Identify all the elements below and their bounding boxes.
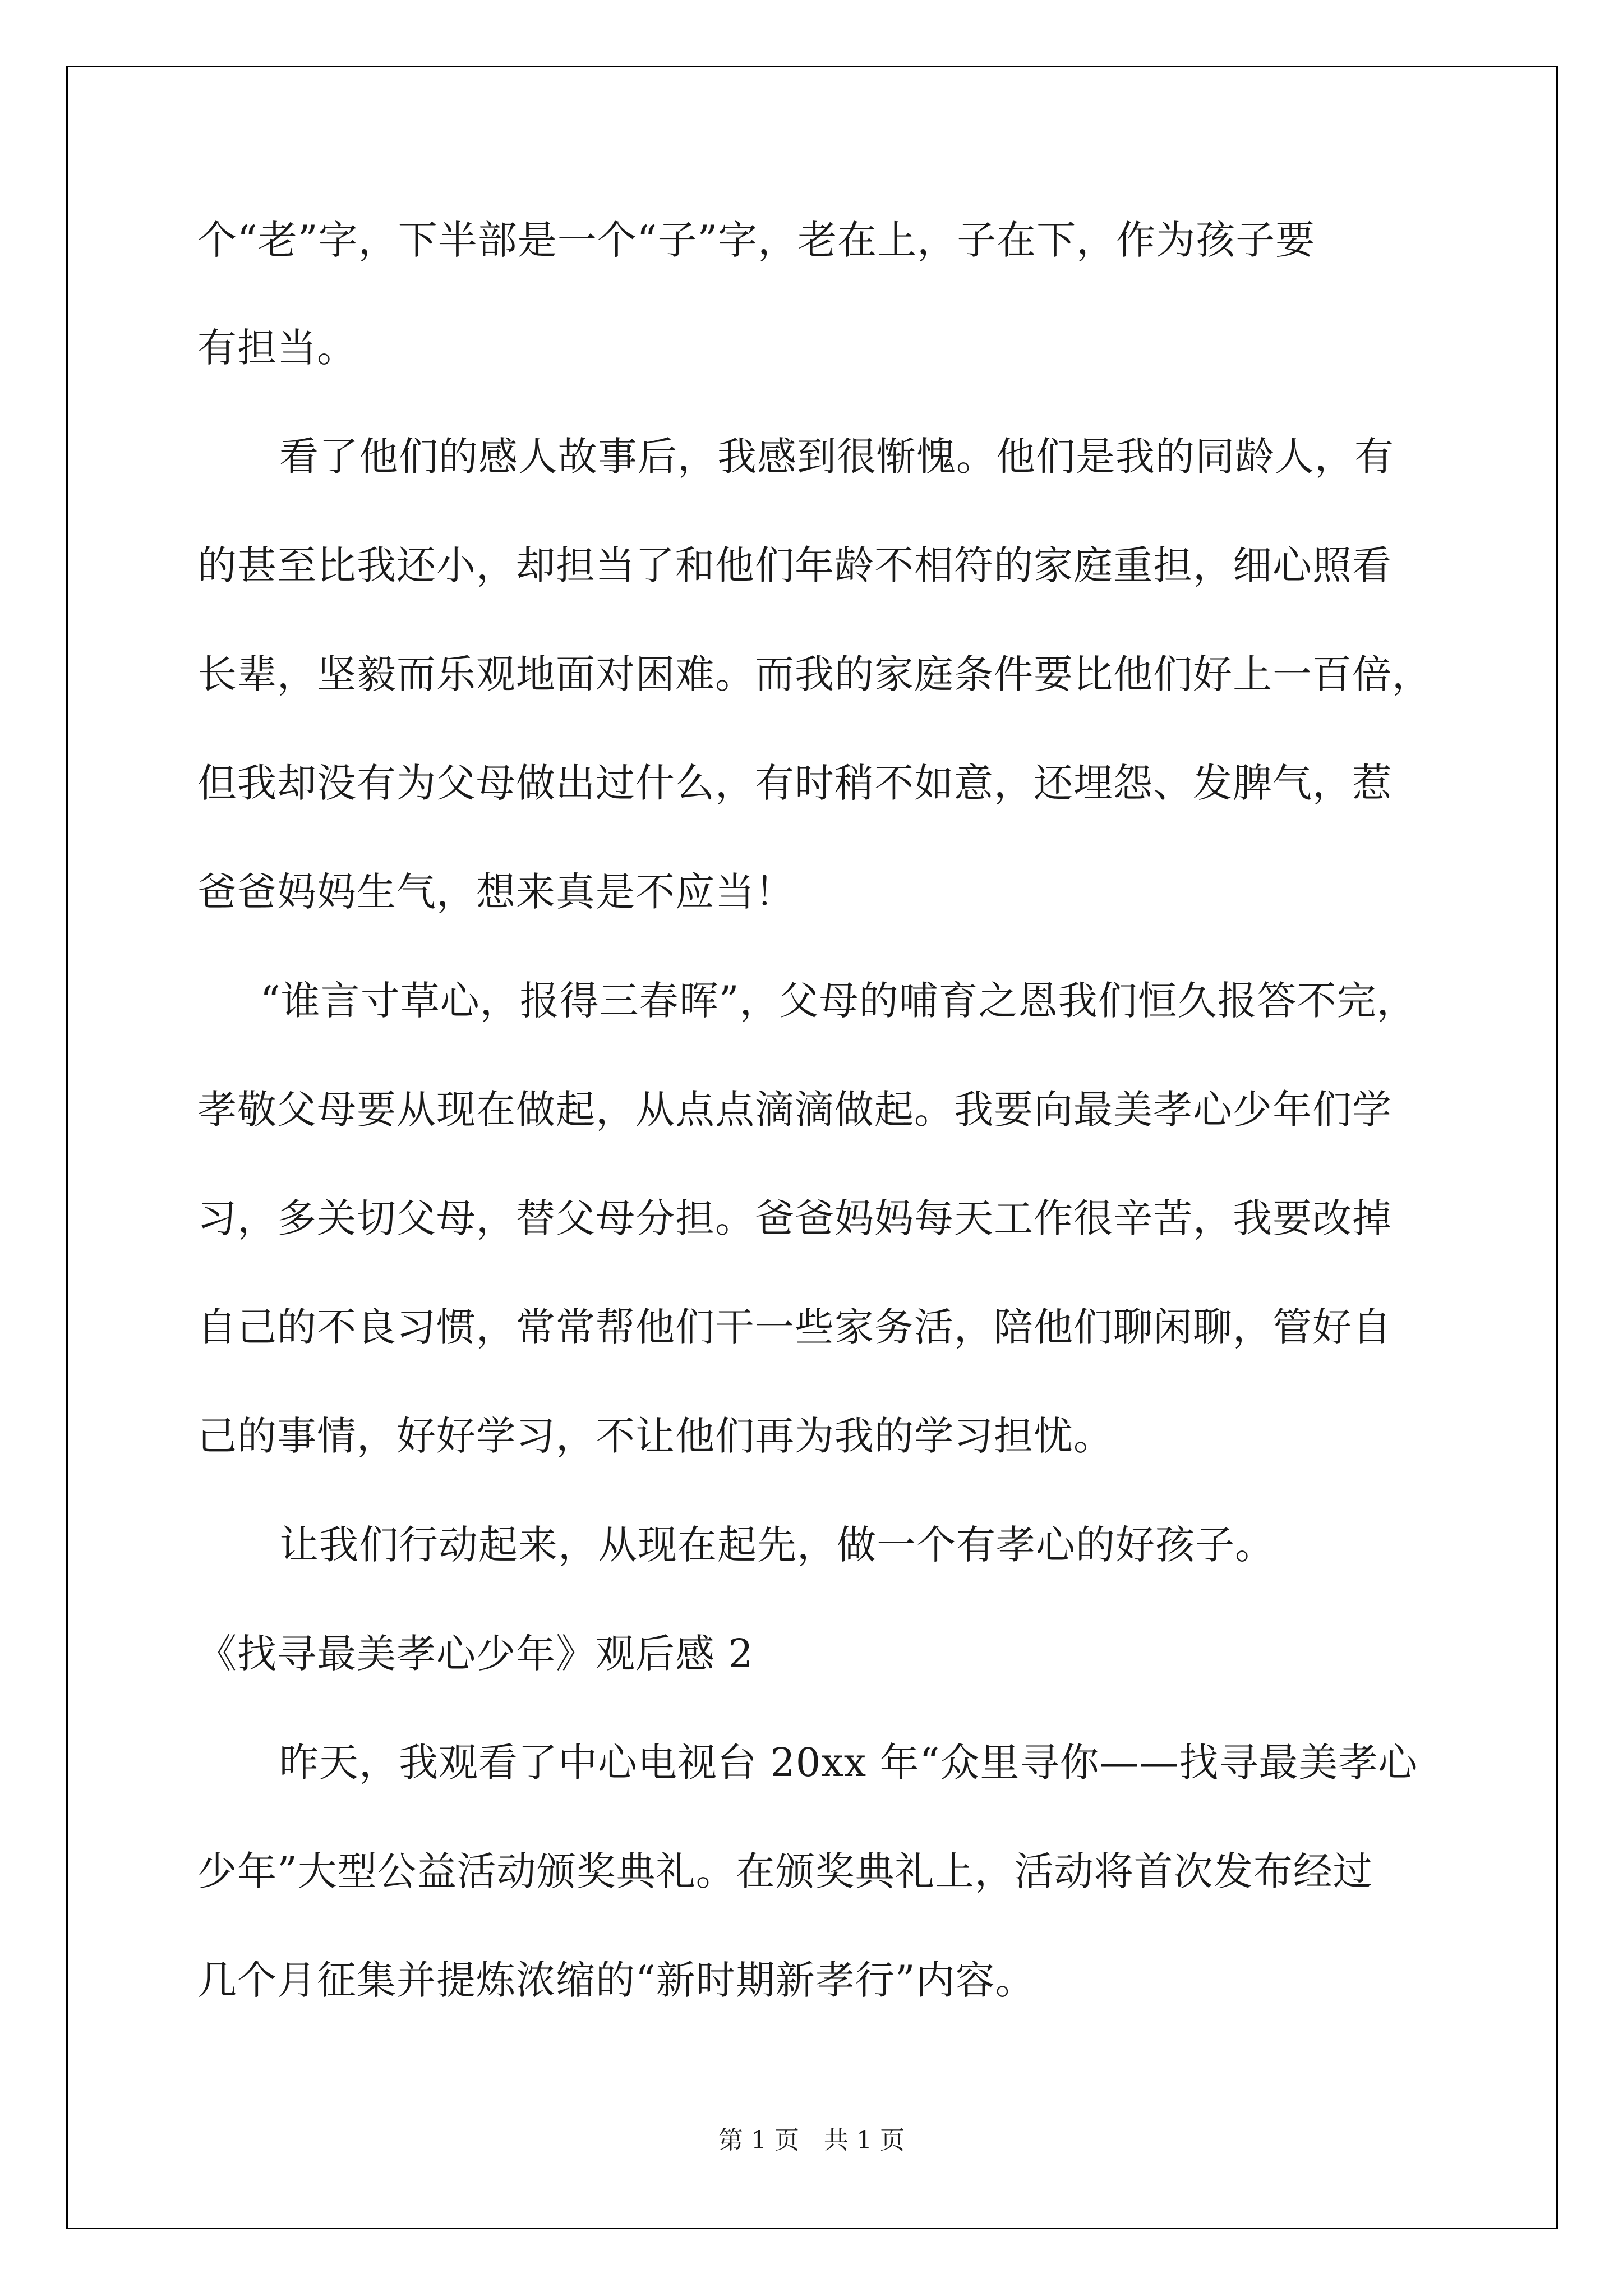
text-line: 自己的不良习惯，常常帮他们干一些家务活，陪他们聊闲聊，管好自 [197, 1304, 1392, 1350]
text-line: 的甚至比我还小，却担当了和他们年龄不相符的家庭重担，细心照看 [197, 542, 1392, 588]
section-heading: 《找寻最美孝心少年》观后感 2 [197, 1631, 754, 1677]
page-border [66, 66, 1558, 2229]
paragraph-start: 让我们行动起来，从现在起先，做一个有孝心的好孩子。 [279, 1522, 1275, 1568]
text-line: 但我却没有为父母做出过什么，有时稍不如意，还埋怨、发脾气，惹 [197, 760, 1392, 806]
text-line: 有担当。 [197, 325, 357, 371]
text-line: 个“老”字，下半部是一个“子”字，老在上，子在下，作为孩子要 [197, 217, 1316, 263]
text-line: 习，多关切父母，替父母分担。爸爸妈妈每天工作很辛苦，我要改掉 [197, 1195, 1392, 1241]
text-line: 长辈，坚毅而乐观地面对困难。而我的家庭条件要比他们好上一百倍， [197, 651, 1432, 697]
text-line: 己的事情，好好学习，不让他们再为我的学习担忧。 [197, 1413, 1113, 1459]
page-number: 第 1 页 [718, 2126, 799, 2155]
page-total: 共 1 页 [824, 2126, 905, 2155]
paragraph-start: “谁言寸草心，报得三春晖”，父母的哺育之恩我们恒久报答不完， [260, 978, 1417, 1024]
paragraph-start: 昨天，我观看了中心电视台 20xx 年“众里寻你——找寻最美孝心 [279, 1740, 1418, 1786]
paragraph-start: 看了他们的感人故事后，我感到很惭愧。他们是我的同龄人，有 [279, 434, 1394, 480]
text-line: 孝敬父母要从现在做起，从点点滴滴做起。我要向最美孝心少年们学 [197, 1087, 1392, 1133]
text-line: 几个月征集并提炼浓缩的“新时期新孝行”内容。 [197, 1957, 1035, 2003]
text-line: 少年”大型公益活动颁奖典礼。在颁奖典礼上，活动将首次发布经过 [197, 1848, 1373, 1894]
text-line: 爸爸妈妈生气，想来真是不应当！ [197, 869, 795, 915]
page-footer [0, 2125, 1623, 2156]
